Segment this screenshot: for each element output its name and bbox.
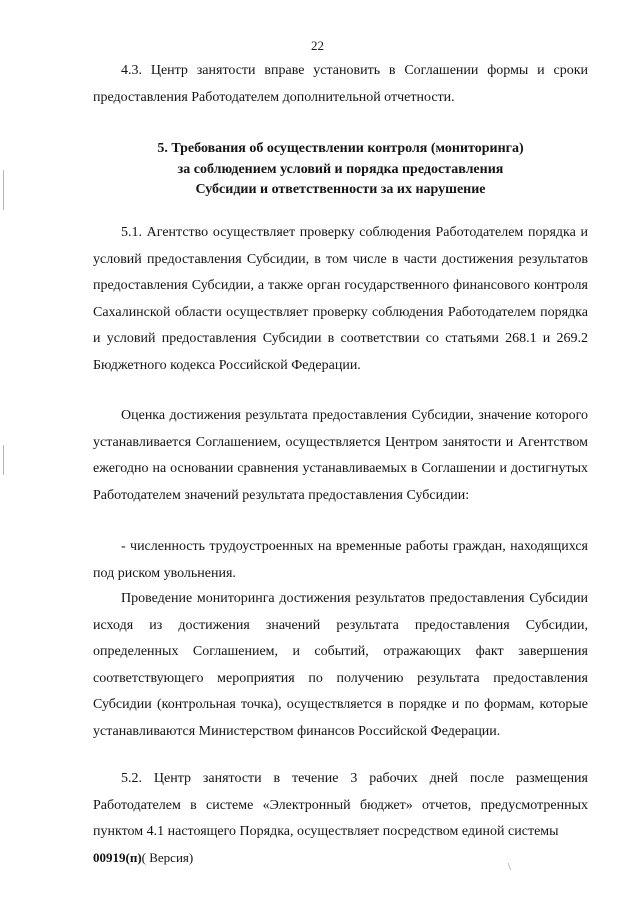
scan-artifact: \ [508,862,511,873]
document-footer-code [93,850,193,866]
paragraph-bullet-employed: - численность трудоустроенных на временные работы граждан, находящихся под риском увольнения. [93,539,588,581]
footer-version: ( Версия) [141,850,194,865]
footer-code-number: 00919(п) [93,850,142,865]
heading-line: 5. Требования об осуществлении контроля (мониторинга) [157,141,524,156]
paragraph-5-1: 5.1. Агентство осуществляет проверку соблюдения Работодателем порядка и условий предоставления Субсидии, в том числе в части достижения результатов предоставления Субсидии, а также орган государственного финансового контроля Сахалинской области осуществляет проверку соблюдения Работодателем порядка и условий предоставления Субсидии в соответствии со статьями 268.1 и 269.2 Бюджетного кодекса Российской Федерации. [93,225,588,373]
scan-edge-mark [3,445,4,475]
scan-edge-mark [3,170,4,210]
heading-line: Субсидии и ответственности за их нарушение [195,182,486,197]
paragraph-assessment: Оценка достижения результата предоставления Субсидии, значение которого устанавливается Соглашением, осуществляется Центром занятости и Агентством ежегодно на основании сравнения устанавливаемых в Соглашении и достигнутых Работодателем значений результата предоставления Субсидии: [93,408,588,503]
paragraph-monitoring: Проведение мониторинга достижения результатов предоставления Субсидии исходя из достижения значений результата предоставления Субсидии, определенных Соглашением, и событий, отражающих факт завершения соответствующего мероприятия по получению результата предоставления Субсидии (контрольная точка), осуществляется в порядке и по формам, которые устанавливаются Министерством финансов Российской Федерации. [93,591,588,739]
paragraph-5-2: 5.2. Центр занятости в течение 3 рабочих дней после размещения Работодателем в системе «Электронный бюджет» отчетов, предусмотренных пунктом 4.1 настоящего Порядка, осуществляет посредством единой системы [93,771,588,839]
paragraph-4-3: 4.3. Центр занятости вправе установить в Соглашении формы и сроки предоставления Работодателем дополнительной отчетности. [93,63,588,105]
page-number: 22 [311,38,324,53]
section-5-heading [93,139,588,201]
heading-line: за соблюдением условий и порядка предоставления [177,161,504,177]
